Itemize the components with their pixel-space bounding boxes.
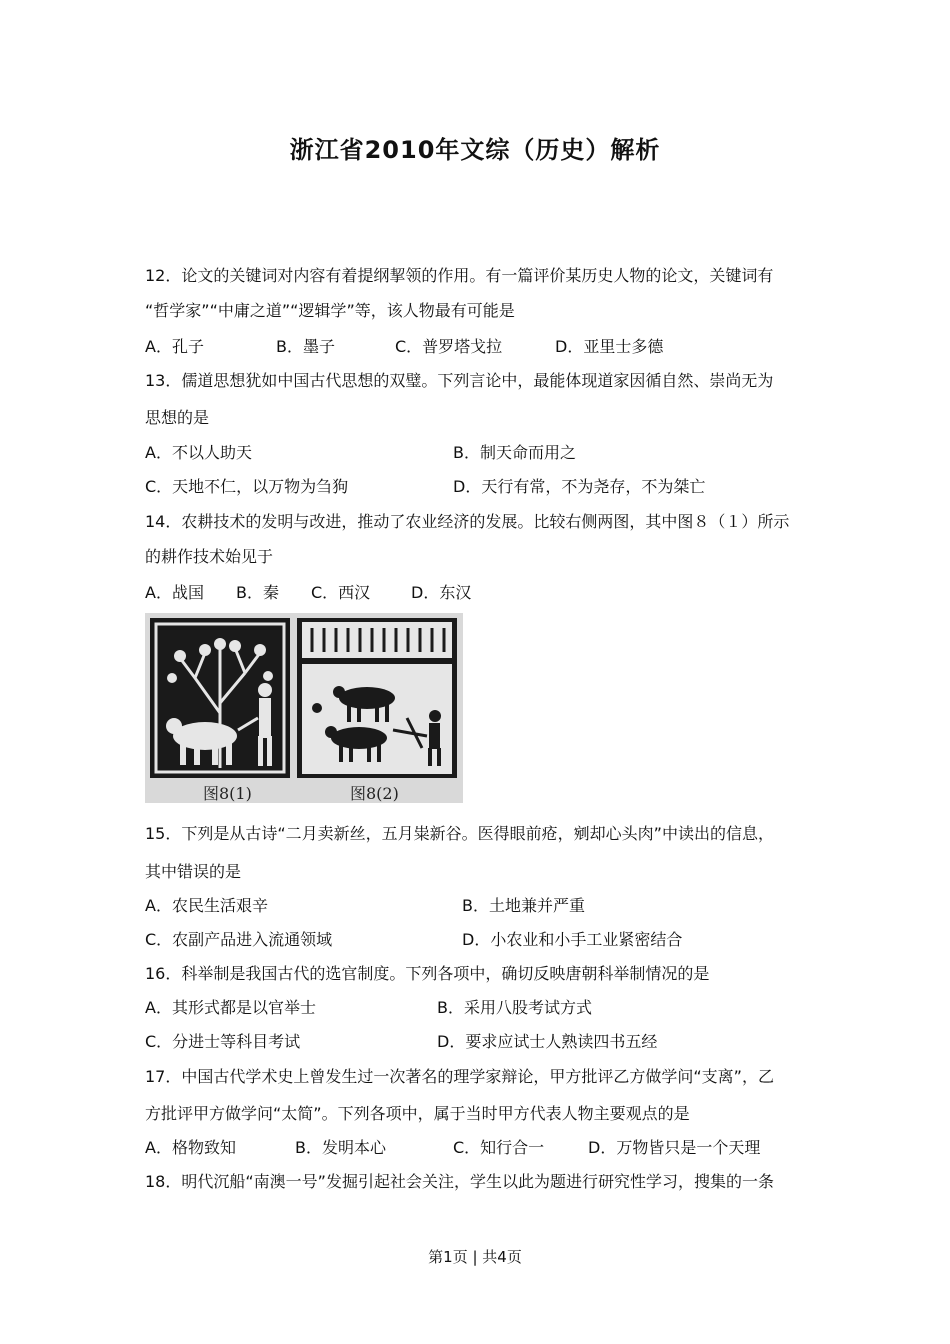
q16-option-c: C．分进士等科目考试 xyxy=(145,1032,301,1051)
q18-stem-line1: 18．明代沉船“南澳一号”发掘引起社会关注，学生以此为题进行研究性学习，搜集的一条 xyxy=(145,1172,774,1191)
q17-stem-line2: 方批评甲方做学问“太简”。下列各项中，属于当时甲方代表人物主要观点的是 xyxy=(145,1104,690,1123)
q16-option-d: D．要求应试士人熟读四书五经 xyxy=(437,1032,658,1051)
q15-option-d: D．小农业和小手工业紧密结合 xyxy=(462,930,683,949)
figure-8 xyxy=(145,613,463,803)
q16-option-b: B．采用八股考试方式 xyxy=(437,998,592,1017)
q14-option-c: C．西汉 xyxy=(311,583,371,602)
q15-option-a: A．农民生活艰辛 xyxy=(145,896,268,915)
q14-option-a: A．战国 xyxy=(145,583,204,602)
figure-8-1-image xyxy=(150,618,290,778)
q16-option-a: A．其形式都是以官举士 xyxy=(145,998,316,1017)
q17-stem-line1: 17．中国古代学术史上曾发生过一次著名的理学家辩论，甲方批评乙方做学问“支离”，乙 xyxy=(145,1067,774,1086)
q14-option-b: B．秦 xyxy=(236,583,279,602)
q14-stem-line1: 14．农耕技术的发明与改进，推动了农业经济的发展。比较右侧两图，其中图８（１）所示 xyxy=(145,512,790,531)
q13-stem-line1: 13．儒道思想犹如中国古代思想的双璧。下列言论中，最能体现道家因循自然、崇尚无为 xyxy=(145,371,774,390)
ox-plowing-icon xyxy=(150,618,290,778)
q14-stem-line2: 的耕作技术始见于 xyxy=(145,547,274,566)
q14-option-d: D．东汉 xyxy=(411,583,472,602)
figure-8-2-caption: 图8(2) xyxy=(350,784,399,803)
q16-stem-line1: 16．科举制是我国古代的选官制度。下列各项中，确切反映唐朝科举制情况的是 xyxy=(145,964,710,983)
figure-8-1-caption: 图8(1) xyxy=(203,784,252,803)
q12-stem-line1: 12．论文的关键词对内容有着提纲挈领的作用。有一篇评价某历史人物的论文，关键词有 xyxy=(145,266,774,285)
q13-option-a: A．不以人助天 xyxy=(145,443,252,462)
q12-option-a: A．孔子 xyxy=(145,337,204,356)
q12-option-b: B．墨子 xyxy=(276,337,335,356)
q13-option-c: C．天地不仁，以万物为刍狗 xyxy=(145,477,349,496)
q17-option-a: A．格物致知 xyxy=(145,1138,236,1157)
q12-stem-line2: “哲学家”“中庸之道”“逻辑学”等，该人物最有可能是 xyxy=(145,301,515,320)
q15-option-c: C．农副产品进入流通领域 xyxy=(145,930,333,949)
q13-option-b: B．制天命而用之 xyxy=(453,443,576,462)
double-ox-plow-icon xyxy=(297,618,457,778)
q12-option-c: C．普罗塔戈拉 xyxy=(395,337,503,356)
document-title: 浙江省2010年文综（历史）解析 xyxy=(289,136,661,164)
q13-option-d: D．天行有常，不为尧存，不为桀亡 xyxy=(453,477,706,496)
q17-option-c: C．知行合一 xyxy=(453,1138,545,1157)
q17-option-b: B．发明本心 xyxy=(295,1138,386,1157)
q15-stem-line1: 15．下列是从古诗“二月卖新丝，五月粜新谷。医得眼前疮，剜却心头肉”中读出的信息， xyxy=(145,824,774,843)
q12-option-d: D．亚里士多德 xyxy=(555,337,664,356)
page-footer: 第1页 | 共4页 xyxy=(428,1248,522,1266)
q15-option-b: B．土地兼并严重 xyxy=(462,896,585,915)
q13-stem-line2: 思想的是 xyxy=(145,408,210,427)
q17-option-d: D．万物皆只是一个天理 xyxy=(588,1138,761,1157)
q15-stem-line2: 其中错误的是 xyxy=(145,862,242,881)
figure-8-2-image xyxy=(297,618,457,778)
